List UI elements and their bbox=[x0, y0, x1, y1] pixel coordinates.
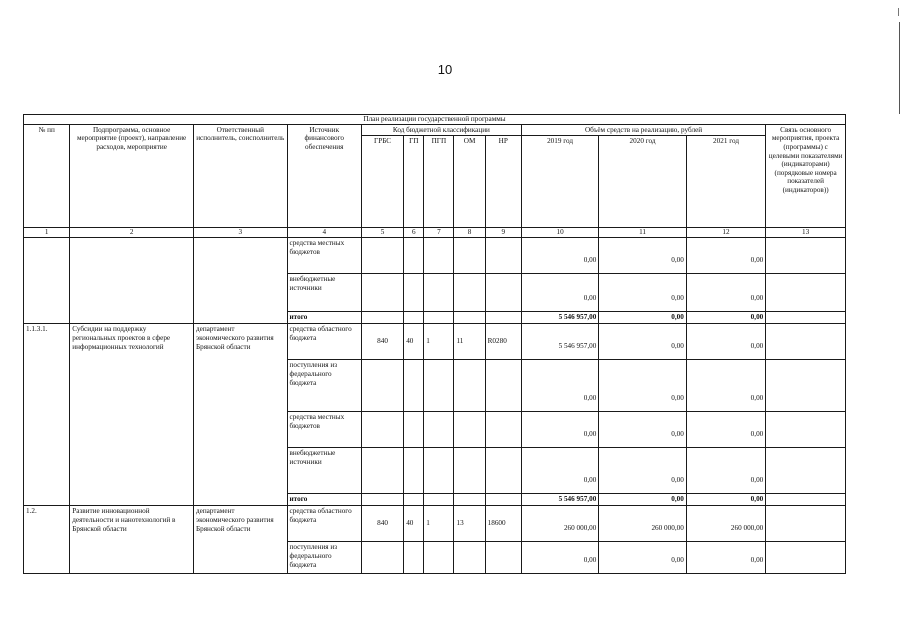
header-2020: 2020 год bbox=[599, 136, 687, 228]
page-number: 10 bbox=[437, 62, 453, 77]
row-np bbox=[485, 542, 521, 574]
row-value-2020: 260 000,00 bbox=[599, 506, 687, 542]
row-pgp bbox=[424, 412, 454, 448]
row-link bbox=[766, 360, 846, 412]
plan-table bbox=[23, 114, 846, 574]
row-value-2019: 0,00 bbox=[521, 542, 598, 574]
row-gp bbox=[404, 448, 424, 494]
row-value-2020: 0,00 bbox=[599, 312, 687, 324]
row-pgp bbox=[424, 312, 454, 324]
row-np bbox=[485, 312, 521, 324]
row-gp bbox=[404, 312, 424, 324]
row-om bbox=[454, 238, 485, 274]
row-pgp bbox=[424, 274, 454, 312]
header-bk-group: Код бюджетной классификации bbox=[361, 124, 521, 136]
column-number: 12 bbox=[686, 228, 765, 238]
column-number: 6 bbox=[404, 228, 424, 238]
row-np bbox=[485, 494, 521, 506]
row-pgp bbox=[424, 448, 454, 494]
row-np bbox=[485, 360, 521, 412]
row-value-2021: 0,00 bbox=[686, 542, 765, 574]
table-body bbox=[24, 238, 846, 574]
row-value-2021: 0,00 bbox=[686, 360, 765, 412]
row-value-2019: 0,00 bbox=[521, 238, 598, 274]
row-source: итого bbox=[287, 312, 361, 324]
row-value-2020: 0,00 bbox=[599, 542, 687, 574]
row-pgp bbox=[424, 494, 454, 506]
row-np bbox=[485, 448, 521, 494]
row-source: поступления из федерального бюджета bbox=[287, 542, 361, 574]
row-gp: 40 bbox=[404, 324, 424, 360]
row-value-2019: 0,00 bbox=[521, 360, 598, 412]
row-value-2021: 0,00 bbox=[686, 324, 765, 360]
row-link bbox=[766, 238, 846, 274]
row-value-2019: 0,00 bbox=[521, 274, 598, 312]
row-om bbox=[454, 360, 485, 412]
row-value-2021: 0,00 bbox=[686, 448, 765, 494]
row-om bbox=[454, 448, 485, 494]
row-pgp: 1 bbox=[424, 324, 454, 360]
table-row bbox=[24, 238, 846, 274]
table-row bbox=[24, 506, 846, 542]
row-source: средства областного бюджета bbox=[287, 506, 361, 542]
row-subprogram: Субсидии на поддержку региональных проектов в сфере информационных технологий bbox=[70, 324, 194, 506]
row-value-2020: 0,00 bbox=[599, 412, 687, 448]
row-pgp bbox=[424, 360, 454, 412]
row-link bbox=[766, 494, 846, 506]
row-om: 11 bbox=[454, 324, 485, 360]
header-np: НР bbox=[485, 136, 521, 228]
row-value-2019: 5 546 957,00 bbox=[521, 312, 598, 324]
row-value-2019: 260 000,00 bbox=[521, 506, 598, 542]
row-value-2020: 0,00 bbox=[599, 494, 687, 506]
header-volume-group: Объём средств на реализацию, рублей bbox=[521, 124, 765, 136]
row-source: внебюджетные источники bbox=[287, 274, 361, 312]
row-gp: 40 bbox=[404, 506, 424, 542]
row-source: средства местных бюджетов bbox=[287, 238, 361, 274]
row-value-2019: 0,00 bbox=[521, 448, 598, 494]
row-gp bbox=[404, 360, 424, 412]
row-grbs: 840 bbox=[361, 506, 403, 542]
row-source: внебюджетные источники bbox=[287, 448, 361, 494]
row-om bbox=[454, 412, 485, 448]
row-gp bbox=[404, 238, 424, 274]
row-grbs bbox=[361, 274, 403, 312]
header-pgp: ПГП bbox=[424, 136, 454, 228]
row-link bbox=[766, 506, 846, 542]
row-gp bbox=[404, 274, 424, 312]
column-number: 7 bbox=[424, 228, 454, 238]
row-pgp bbox=[424, 238, 454, 274]
row-np bbox=[485, 412, 521, 448]
header-source: Источник финансового обеспечения bbox=[287, 124, 361, 228]
row-grbs bbox=[361, 448, 403, 494]
row-source: средства местных бюджетов bbox=[287, 412, 361, 448]
row-value-2021: 0,00 bbox=[686, 312, 765, 324]
column-number: 5 bbox=[361, 228, 403, 238]
row-np: 18600 bbox=[485, 506, 521, 542]
row-num: 1.2. bbox=[24, 506, 70, 574]
row-source: поступления из федерального бюджета bbox=[287, 360, 361, 412]
row-grbs bbox=[361, 238, 403, 274]
row-link bbox=[766, 274, 846, 312]
column-number: 9 bbox=[485, 228, 521, 238]
table-row bbox=[24, 324, 846, 360]
row-om bbox=[454, 542, 485, 574]
row-value-2019: 5 546 957,00 bbox=[521, 494, 598, 506]
row-value-2021: 0,00 bbox=[686, 412, 765, 448]
row-value-2020: 0,00 bbox=[599, 360, 687, 412]
row-value-2020: 0,00 bbox=[599, 238, 687, 274]
row-link bbox=[766, 448, 846, 494]
column-number: 2 bbox=[70, 228, 194, 238]
column-number: 4 bbox=[287, 228, 361, 238]
column-number: 8 bbox=[454, 228, 485, 238]
scan-edge-line bbox=[899, 22, 900, 114]
row-gp bbox=[404, 412, 424, 448]
row-value-2019: 0,00 bbox=[521, 412, 598, 448]
row-grbs bbox=[361, 412, 403, 448]
row-np bbox=[485, 274, 521, 312]
column-number: 1 bbox=[24, 228, 70, 238]
row-responsible bbox=[193, 238, 287, 324]
row-responsible: департамент экономического развития Брянской области bbox=[193, 506, 287, 574]
column-number: 10 bbox=[521, 228, 598, 238]
row-value-2020: 0,00 bbox=[599, 274, 687, 312]
row-np bbox=[485, 238, 521, 274]
header-2021: 2021 год bbox=[686, 136, 765, 228]
table-title: План реализации государственной программы bbox=[24, 115, 846, 125]
row-grbs bbox=[361, 312, 403, 324]
row-om bbox=[454, 274, 485, 312]
row-value-2021: 0,00 bbox=[686, 274, 765, 312]
row-grbs: 840 bbox=[361, 324, 403, 360]
row-subprogram: Развитие инновационной деятельности и нанотехнологий в Брянской области bbox=[70, 506, 194, 574]
header-responsible: Ответственный исполнитель, соисполнитель bbox=[193, 124, 287, 228]
scan-edge-tick bbox=[898, 8, 899, 16]
row-gp bbox=[404, 494, 424, 506]
row-grbs bbox=[361, 542, 403, 574]
row-link bbox=[766, 312, 846, 324]
row-pgp bbox=[424, 542, 454, 574]
row-value-2019: 5 546 957,00 bbox=[521, 324, 598, 360]
row-om: 13 bbox=[454, 506, 485, 542]
row-value-2020: 0,00 bbox=[599, 324, 687, 360]
row-link bbox=[766, 412, 846, 448]
row-gp bbox=[404, 542, 424, 574]
header-subprogram: Подпрограмма, основное мероприятие (проект), направление расходов, мероприятие bbox=[70, 124, 194, 228]
header-link: Связь основного мероприятия, проекта (программы) с целевыми показателями (индикаторами) (порядковые номера показателей (индикаторов)) bbox=[766, 124, 846, 228]
row-value-2021: 260 000,00 bbox=[686, 506, 765, 542]
row-grbs bbox=[361, 494, 403, 506]
row-num: 1.1.3.1. bbox=[24, 324, 70, 506]
column-number: 3 bbox=[193, 228, 287, 238]
row-pgp: 1 bbox=[424, 506, 454, 542]
header-2019: 2019 год bbox=[521, 136, 598, 228]
header-num: № пп bbox=[24, 124, 70, 228]
row-source: средства областного бюджета bbox=[287, 324, 361, 360]
row-value-2021: 0,00 bbox=[686, 238, 765, 274]
row-grbs bbox=[361, 360, 403, 412]
row-responsible: департамент экономического развития Брянской области bbox=[193, 324, 287, 506]
row-om bbox=[454, 312, 485, 324]
row-source: итого bbox=[287, 494, 361, 506]
row-subprogram bbox=[70, 238, 194, 324]
header-gp: ГП bbox=[404, 136, 424, 228]
header-grbs: ГРБС bbox=[361, 136, 403, 228]
row-num bbox=[24, 238, 70, 324]
row-value-2020: 0,00 bbox=[599, 448, 687, 494]
row-value-2021: 0,00 bbox=[686, 494, 765, 506]
row-np: R0280 bbox=[485, 324, 521, 360]
header-om: ОМ bbox=[454, 136, 485, 228]
row-link bbox=[766, 542, 846, 574]
column-number: 11 bbox=[599, 228, 687, 238]
row-link bbox=[766, 324, 846, 360]
column-number: 13 bbox=[766, 228, 846, 238]
row-om bbox=[454, 494, 485, 506]
